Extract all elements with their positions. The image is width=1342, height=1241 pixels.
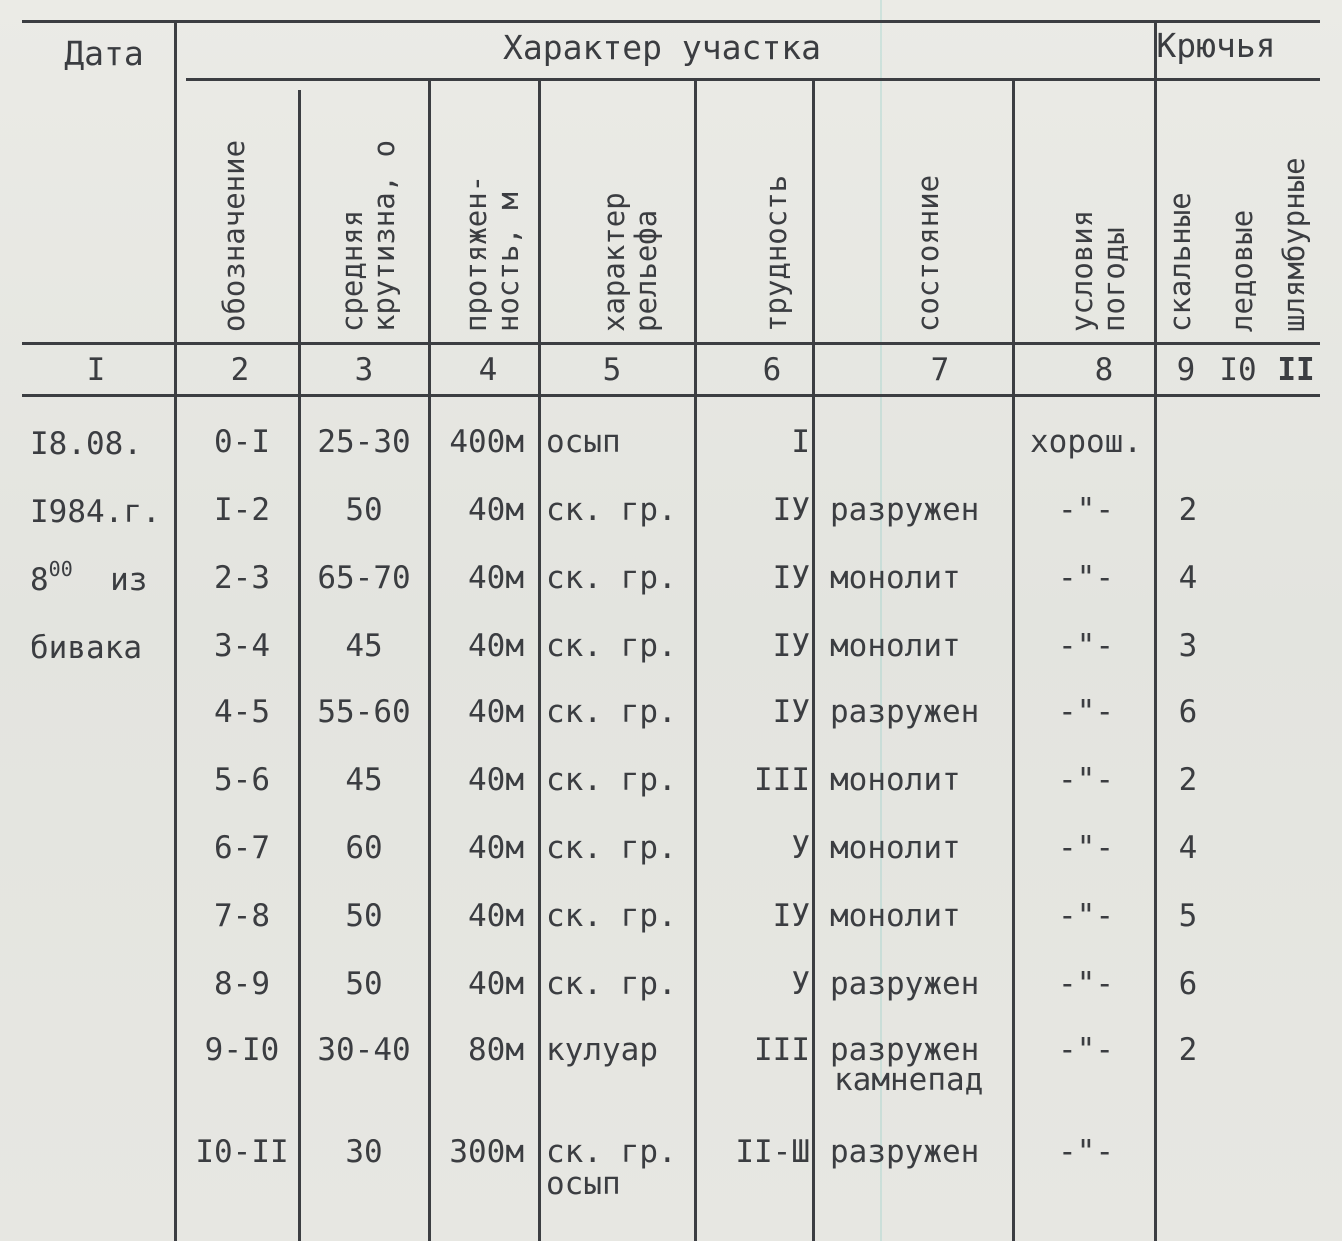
col-number-11: II xyxy=(1277,352,1315,388)
length-cell: 40м xyxy=(468,966,524,1002)
segment-cell: 7-8 xyxy=(214,898,270,934)
header-section: Характер участка xyxy=(503,28,821,67)
col-number-4: 4 xyxy=(478,352,498,388)
length-cell: 80м xyxy=(468,1032,524,1068)
weather-cell: -"- xyxy=(1058,1134,1114,1170)
steepness-cell: 50 xyxy=(345,966,383,1002)
relief-cell: ск. гр. xyxy=(546,898,677,934)
difficulty-cell: III xyxy=(754,1032,810,1068)
difficulty-cell: У xyxy=(791,966,810,1002)
weather-cell: -"- xyxy=(1058,560,1114,596)
subheader-bolt: шлямбурные xyxy=(1277,157,1311,332)
date-line-4: бивака xyxy=(30,630,142,666)
length-cell: 40м xyxy=(468,628,524,664)
subheader-rule xyxy=(186,78,1320,81)
segment-cell: I-2 xyxy=(214,492,270,528)
length-cell: 40м xyxy=(468,694,524,730)
rock-hooks-cell: 2 xyxy=(1178,492,1198,528)
col-divider-5 xyxy=(694,80,697,1241)
segment-cell: 6-7 xyxy=(214,830,270,866)
relief-cell: кулуар xyxy=(546,1032,658,1068)
weather-cell: -"- xyxy=(1058,492,1114,528)
steepness-cell: 65-70 xyxy=(317,560,411,596)
steepness-cell: 25-30 xyxy=(317,424,411,460)
col-divider-6 xyxy=(812,80,815,1241)
difficulty-cell: IУ xyxy=(772,628,810,664)
rock-hooks-cell: 4 xyxy=(1178,830,1198,866)
relief-cell: ск. гр. xyxy=(546,830,677,866)
condition-cell: монолит xyxy=(830,898,961,934)
col-divider-3 xyxy=(428,80,431,1241)
length-cell: 40м xyxy=(468,560,524,596)
col-number-9: 9 xyxy=(1176,352,1196,388)
col-number-7: 7 xyxy=(930,352,950,388)
relief-cell-line-2: осып xyxy=(546,1166,621,1202)
weather-cell: -"- xyxy=(1058,898,1114,934)
col-number-10: I0 xyxy=(1219,352,1257,388)
condition-cell-line-2: камнепад xyxy=(834,1062,984,1098)
subheader-relief-1: характер xyxy=(597,192,631,332)
condition-cell: разружен xyxy=(830,966,980,1002)
rock-hooks-cell: 2 xyxy=(1178,1032,1198,1068)
segment-cell: 3-4 xyxy=(214,628,270,664)
subheader-relief-2: рельефа xyxy=(629,209,663,332)
subheader-weather-1: условия xyxy=(1065,209,1099,332)
segment-cell: 4-5 xyxy=(214,694,270,730)
condition-cell: монолит xyxy=(830,628,961,664)
col-divider-2 xyxy=(298,90,301,1241)
condition-cell: разружен xyxy=(830,1032,980,1068)
steepness-cell: 60 xyxy=(345,830,383,866)
weather-cell: хорош. xyxy=(1030,424,1142,460)
steepness-cell: 30 xyxy=(345,1134,383,1170)
weather-cell: -"- xyxy=(1058,762,1114,798)
col-number-8: 8 xyxy=(1094,352,1114,388)
difficulty-cell: IУ xyxy=(772,560,810,596)
relief-cell: ск. гр. xyxy=(546,966,677,1002)
segment-cell: I0-II xyxy=(195,1134,289,1170)
relief-cell: ск. гр. xyxy=(546,762,677,798)
rock-hooks-cell: 6 xyxy=(1178,966,1198,1002)
difficulty-cell: У xyxy=(791,830,810,866)
start-from: из xyxy=(110,562,148,598)
subheader-rock: скальные xyxy=(1163,192,1197,332)
col-number-1: I xyxy=(86,352,106,388)
col-number-2: 2 xyxy=(230,352,250,388)
subheader-length-2: ность, м xyxy=(491,192,525,332)
difficulty-cell: IУ xyxy=(772,898,810,934)
length-cell: 40м xyxy=(468,762,524,798)
rock-hooks-cell: 5 xyxy=(1178,898,1198,934)
steepness-cell: 45 xyxy=(345,628,383,664)
subheader-steepness-2: крутизна, о xyxy=(367,139,401,332)
rock-hooks-cell: 3 xyxy=(1178,628,1198,664)
relief-cell: ск. гр. xyxy=(546,560,677,596)
relief-cell: ск. гр. xyxy=(546,694,677,730)
date-line-2: I984.г. xyxy=(30,494,161,530)
length-cell: 40м xyxy=(468,898,524,934)
header-bottom-rule xyxy=(22,342,1320,345)
length-cell: 400м xyxy=(449,424,524,460)
length-cell: 40м xyxy=(468,830,524,866)
segment-cell: 8-9 xyxy=(214,966,270,1002)
col-number-3: 3 xyxy=(354,352,374,388)
rock-hooks-cell: 2 xyxy=(1178,762,1198,798)
rock-hooks-cell: 4 xyxy=(1178,560,1198,596)
difficulty-cell: III xyxy=(754,762,810,798)
segment-cell: 0-I xyxy=(214,424,270,460)
col-divider-8 xyxy=(1154,22,1157,1241)
difficulty-cell: IУ xyxy=(772,492,810,528)
condition-cell: монолит xyxy=(830,830,961,866)
steepness-cell: 45 xyxy=(345,762,383,798)
date-line-1: I8.08. xyxy=(30,426,142,462)
condition-cell: монолит xyxy=(830,762,961,798)
col-divider-7 xyxy=(1012,80,1015,1241)
segment-cell: 5-6 xyxy=(214,762,270,798)
difficulty-cell: IУ xyxy=(772,694,810,730)
relief-cell: ск. гр. xyxy=(546,1134,677,1170)
subheader-weather-2: погоды xyxy=(1097,227,1131,332)
col-number-5: 5 xyxy=(602,352,622,388)
relief-cell: осып xyxy=(546,424,621,460)
length-cell: 40м xyxy=(468,492,524,528)
col-divider-1 xyxy=(174,22,177,1241)
difficulty-cell: I xyxy=(791,424,810,460)
weather-cell: -"- xyxy=(1058,830,1114,866)
steepness-cell: 30-40 xyxy=(317,1032,411,1068)
difficulty-cell: II-Ш xyxy=(735,1134,810,1170)
segment-cell: 2-3 xyxy=(214,560,270,596)
subheader-ice: ледовые xyxy=(1225,209,1259,332)
condition-cell: разружен xyxy=(830,694,980,730)
steepness-cell: 55-60 xyxy=(317,694,411,730)
weather-cell: -"- xyxy=(1058,628,1114,664)
subheader-steepness-1: средняя xyxy=(335,209,369,332)
rock-hooks-cell: 6 xyxy=(1178,694,1198,730)
relief-cell: ск. гр. xyxy=(546,492,677,528)
subheader-length-1: протяжен- xyxy=(459,174,493,332)
header-date: Дата xyxy=(64,34,144,73)
subheader-difficulty: трудность xyxy=(759,174,793,332)
header-hooks: Крючья xyxy=(1156,26,1276,65)
subheader-designation: обозначение xyxy=(217,139,251,332)
steepness-cell: 50 xyxy=(345,492,383,528)
weather-cell: -"- xyxy=(1058,1032,1114,1068)
start-time-minutes: 00 xyxy=(48,557,73,581)
condition-cell: разружен xyxy=(830,492,980,528)
col-divider-4 xyxy=(538,80,541,1241)
steepness-cell: 50 xyxy=(345,898,383,934)
top-rule xyxy=(22,20,1320,23)
numbers-bottom-rule xyxy=(22,394,1320,397)
condition-cell: разружен xyxy=(830,1134,980,1170)
weather-cell: -"- xyxy=(1058,694,1114,730)
relief-cell: ск. гр. xyxy=(546,628,677,664)
date-line-3 xyxy=(30,557,148,601)
weather-cell: -"- xyxy=(1058,966,1114,1002)
col-number-6: 6 xyxy=(762,352,782,388)
subheader-condition: состояние xyxy=(911,174,945,332)
length-cell: 300м xyxy=(449,1134,524,1170)
start-time: 8 xyxy=(30,562,49,598)
condition-cell: монолит xyxy=(830,560,961,596)
segment-cell: 9-I0 xyxy=(204,1032,280,1068)
